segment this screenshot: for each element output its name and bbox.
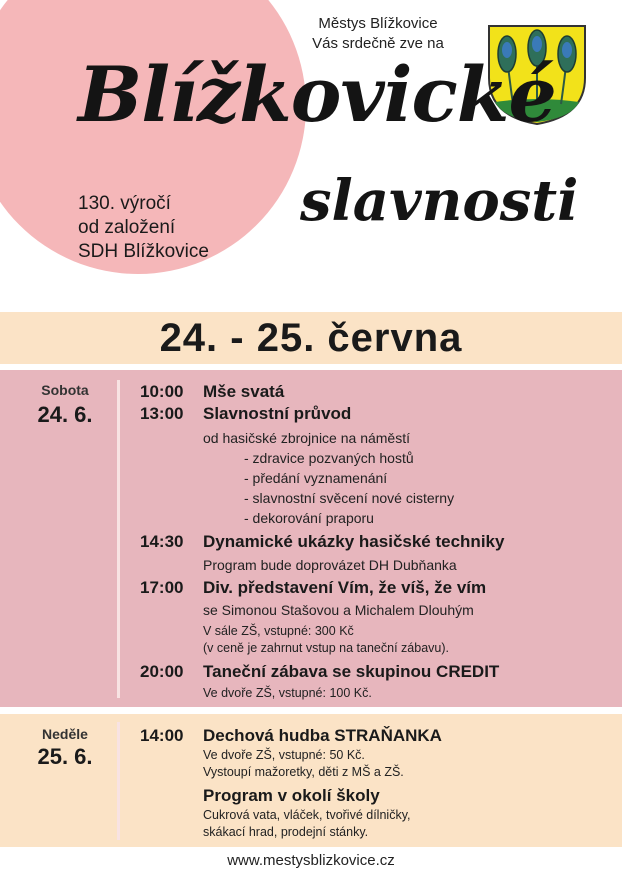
day-name: Sobota — [41, 382, 89, 398]
website-link[interactable]: www.mestysblizkovice.cz — [227, 852, 395, 869]
town-name: Městys Blížkovice — [318, 15, 438, 32]
day-date: 25. 6. — [37, 744, 93, 769]
event-detail: Cukrová vata, vláček, tvořivé dílničky, — [203, 808, 411, 822]
invitation-header — [278, 14, 478, 54]
event-detail: (v ceně je zahrnut vstup na taneční zábavu). — [203, 641, 449, 655]
event-title: Dechová hudba STRAŇANKA — [203, 726, 442, 745]
date-banner — [0, 312, 622, 364]
event-detail: Ve dvoře ZŠ, vstupné: 100 Kč. — [203, 686, 372, 700]
event-title: Slavnostní průvod — [203, 404, 352, 423]
event-time: 10:00 — [140, 382, 184, 401]
divider-line — [117, 722, 120, 840]
event-title: Div. představení Vím, že víš, že vím — [203, 578, 487, 597]
event-title: Mše svatá — [203, 382, 285, 401]
event-detail: Ve dvoře ZŠ, vstupné: 50 Kč. — [203, 748, 365, 762]
anniversary-line: 130. výročí — [78, 193, 171, 214]
event-title-line2: slavnosti — [300, 168, 579, 234]
event-detail: - dekorování praporu — [244, 510, 374, 526]
event-time: 17:00 — [140, 578, 184, 597]
day-name: Neděle — [42, 726, 88, 742]
event-title: Taneční zábava se skupinou CREDIT — [203, 662, 500, 681]
event-detail: - slavnostní svěcení nové cisterny — [244, 490, 455, 506]
event-detail: skákací hrad, prodejní stánky. — [203, 825, 369, 839]
sunday-section — [0, 714, 622, 847]
event-detail: Vystoupí mažoretky, děti z MŠ a ZŠ. — [203, 765, 404, 779]
divider-line — [117, 380, 120, 698]
event-detail: se Simonou Stašovou a Michalem Dlouhým — [203, 602, 474, 618]
event-title: Dynamické ukázky hasičské techniky — [203, 532, 505, 551]
anniversary-line: SDH Blížkovice — [78, 241, 209, 262]
saturday-section — [0, 370, 622, 707]
anniversary-note — [78, 192, 209, 264]
day-date: 24. 6. — [37, 402, 93, 427]
invite-text: Vás srdečně zve na — [312, 35, 444, 52]
event-detail: - zdravice pozvaných hostů — [244, 450, 414, 466]
event-detail: - předání vyznamenání — [244, 470, 388, 486]
event-title-line1: Blížkovické — [78, 50, 556, 139]
event-detail: od hasičské zbrojnice na náměstí — [203, 430, 410, 446]
event-time: 14:30 — [140, 532, 184, 551]
event-time: 20:00 — [140, 662, 184, 681]
date-banner-text: 24. - 25. června — [159, 315, 463, 360]
event-time: 14:00 — [140, 726, 184, 745]
event-time: 13:00 — [140, 404, 184, 423]
event-detail: Program bude doprovázet DH Dubňanka — [203, 557, 457, 573]
event-detail: V sále ZŠ, vstupné: 300 Kč — [203, 624, 354, 638]
event-title: Program v okolí školy — [203, 786, 380, 805]
anniversary-line: od založení — [78, 217, 176, 238]
